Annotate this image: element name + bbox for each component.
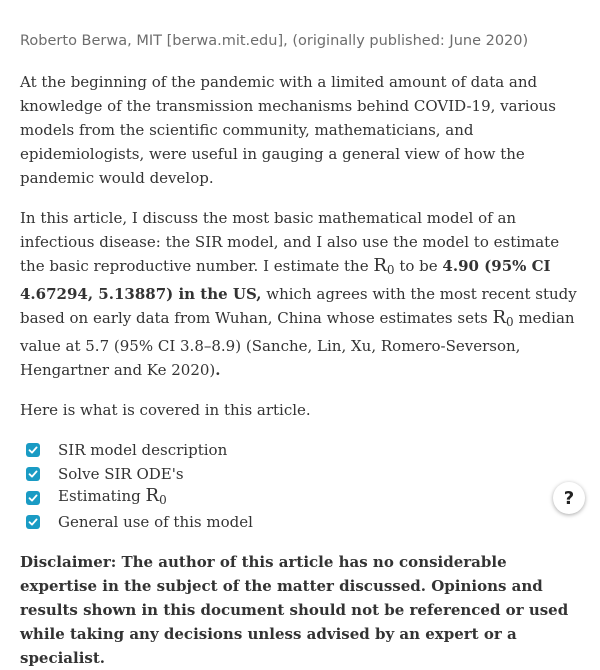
summary-text-3: which agrees with the most recent study based on early data from Wuhan, China whose estimates sets xyxy=(20,285,577,327)
checklist-item xyxy=(20,438,578,462)
checklist-item xyxy=(20,486,578,510)
r0-symbol-3: $R_0$ xyxy=(145,485,167,507)
checklist-item xyxy=(20,510,578,534)
checklist-label: General use of this model xyxy=(58,513,253,531)
check-icon[interactable] xyxy=(26,515,40,529)
summary-period: . xyxy=(215,361,221,379)
help-button[interactable] xyxy=(553,482,585,514)
check-icon[interactable] xyxy=(26,467,40,481)
checklist-item xyxy=(20,462,578,486)
article-page xyxy=(20,30,578,670)
r0-symbol-2: $R_0$ xyxy=(492,307,514,329)
summary-paragraph xyxy=(20,206,578,382)
checklist-label: Estimating $R_0$ xyxy=(58,485,167,507)
r0-estimate: 4.90 (95% CI 4.67294, 5.13887) in the US, xyxy=(20,257,551,303)
summary-text-1: In this article, I discuss the most basic mathematical model of an infectious disease: the SIR model, and I also use the model to estimate the basic reproductive number. I estimate the xyxy=(20,209,560,275)
summary-text-4: median value at 5.7 (95% CI 3.8–8.9) (Sanche, Lin, Xu, Romero-Severson, Hengartner and Ke 2020) xyxy=(20,309,575,379)
question-mark-icon: ? xyxy=(563,487,575,509)
check-icon[interactable] xyxy=(26,491,40,505)
disclaimer: Disclaimer: The author of this article has no considerable expertise in the subject of the matter discussed. Opinions and results shown in this document should not be referenced or used while taking any decisions unless advised by an expert or a specialist. xyxy=(20,553,569,667)
covered-checklist xyxy=(20,438,578,534)
check-icon[interactable] xyxy=(26,443,40,457)
checklist-label: Solve SIR ODE's xyxy=(58,465,184,483)
covered-intro: Here is what is covered in this article. xyxy=(20,401,311,419)
checklist-label: SIR model description xyxy=(58,441,228,459)
r0-symbol: $R_0$ xyxy=(373,255,395,277)
intro-paragraph: At the beginning of the pandemic with a limited amount of data and knowledge of the transmission mechanisms behind COVID-19, various models from the scientific community, mathematicians, and epidemiologists, were useful in gauging a general view of how the pandemic would develop. xyxy=(20,73,556,187)
author-byline: Roberto Berwa, MIT [berwa.mit.edu], (originally published: June 2020) xyxy=(20,33,529,49)
summary-text-2: to be xyxy=(394,257,443,275)
